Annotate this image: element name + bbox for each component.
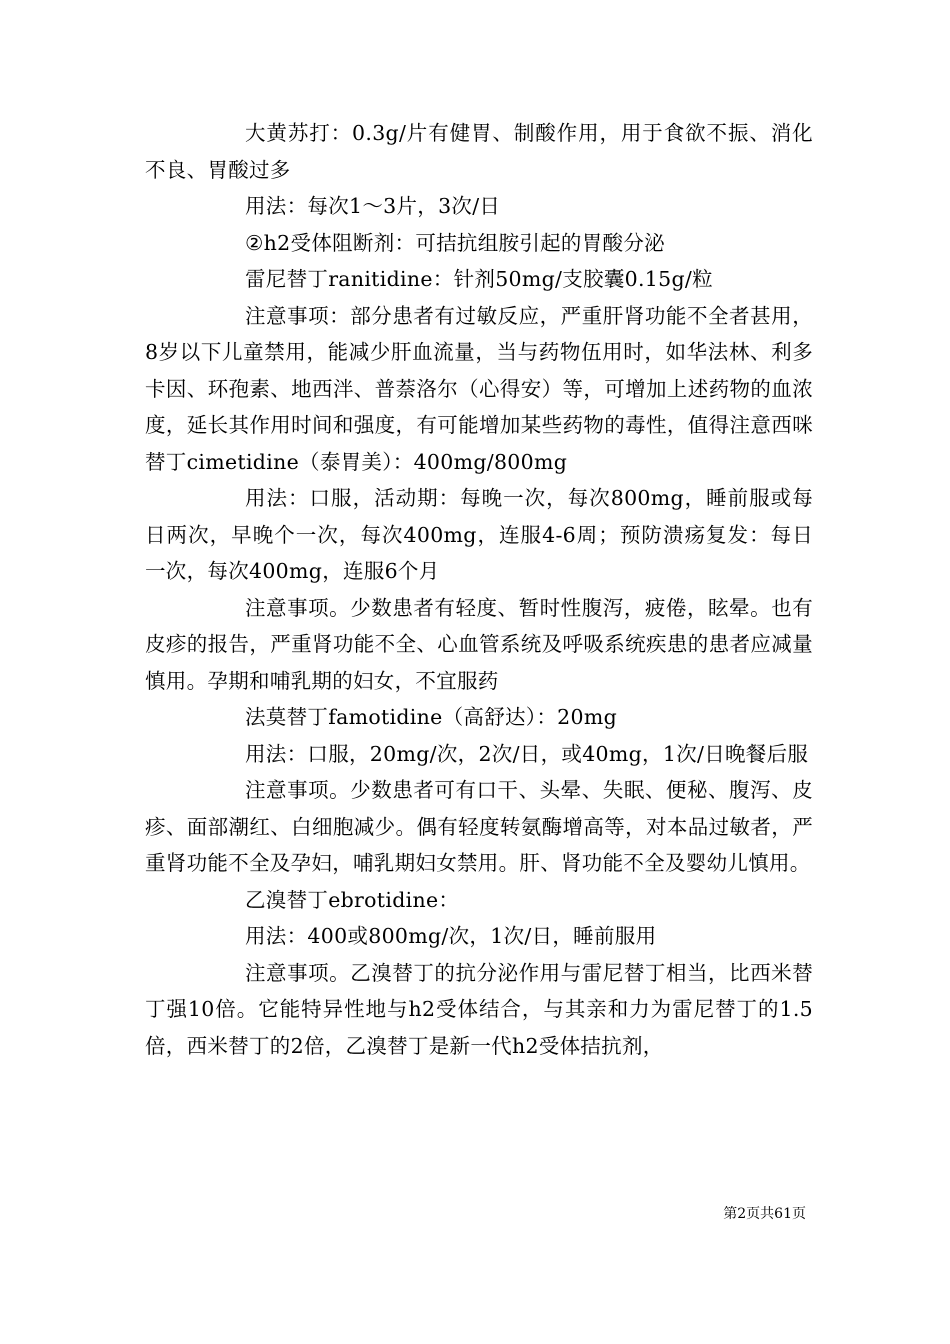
page-number-footer: 第2页共61页 [723, 1206, 806, 1222]
paragraph-cimetidine-usage: 用法：口服，活动期：每晚一次，每次800mg，睡前服或每日两次，早晚个一次，每次400mg，连服4-6周；预防溃疡复发：每日一次，每次400mg，连服6个月 [145, 486, 813, 583]
paragraph-h2-blockers: ②h2受体阻断剂：可拮抗组胺引起的胃酸分泌 [245, 230, 665, 255]
paragraph-cimetidine-notes: 注意事项。少数患者有轻度、暂时性腹泻，疲倦，眩晕。也有皮疹的报告，严重肾功能不全、心血管系统及呼吸系统疾患的患者应减量慎用。孕期和哺乳期的妇女，不宜服药 [145, 595, 813, 693]
paragraph-usage-1: 用法：每次1～3片，3次/日 [245, 194, 501, 218]
paragraph-ebrotidine-notes: 注意事项。乙溴替丁的抗分泌作用与雷尼替丁相当，比西米替丁强10倍。它能特异性地与h2受体结合，与其亲和力为雷尼替丁的1.5倍，西米替丁的2倍，乙溴替丁是新一代h2受体拮抗剂， [145, 960, 813, 1058]
paragraph-famotidine-notes: 注意事项。少数患者可有口干、头晕、失眠、便秘、腹泻、皮疹、面部潮红、白细胞减少。偶有轻度转氨酶增高等，对本品过敏者，严重肾功能不全及孕妇，哺乳期妇女禁用。肝、肾功能不全及婴幼儿慎用。 [145, 778, 813, 875]
paragraph-dahuang-sudа: 大黄苏打：0.3g/片有健胃、制酸作用，用于食欲不振、消化不良、胃酸过多 [145, 121, 813, 182]
paragraph-famotidine-usage: 用法：口服，20mg/次，2次/日，或40mg，1次/日晚餐后服 [245, 741, 809, 766]
paragraph-ebrotidine: 乙溴替丁ebrotidine： [245, 887, 460, 912]
paragraph-ebrotidine-usage: 用法：400或800mg/次，1次/日，睡前服用 [245, 924, 657, 948]
paragraph-ranitidine-notes: 注意事项：部分患者有过敏反应，严重肝肾功能不全者甚用，8岁以下儿童禁用，能减少肝血流量，当与药物伍用时，如华法林、利多卡因、环孢素、地西泮、普萘洛尔（心得安）等，可增加上述药物的血浓度，延长其作用时间和强度，有可能增加某些药物的毒性，值得注意西咪替丁cimetidine（泰胃美）：400mg/800mg [145, 303, 813, 474]
paragraph-ranitidine: 雷尼替丁ranitidine：针剂50mg/支胶囊0.15g/粒 [245, 267, 713, 291]
paragraph-famotidine: 法莫替丁famotidine（高舒达）：20mg [245, 705, 617, 729]
document-body [145, 115, 813, 1064]
